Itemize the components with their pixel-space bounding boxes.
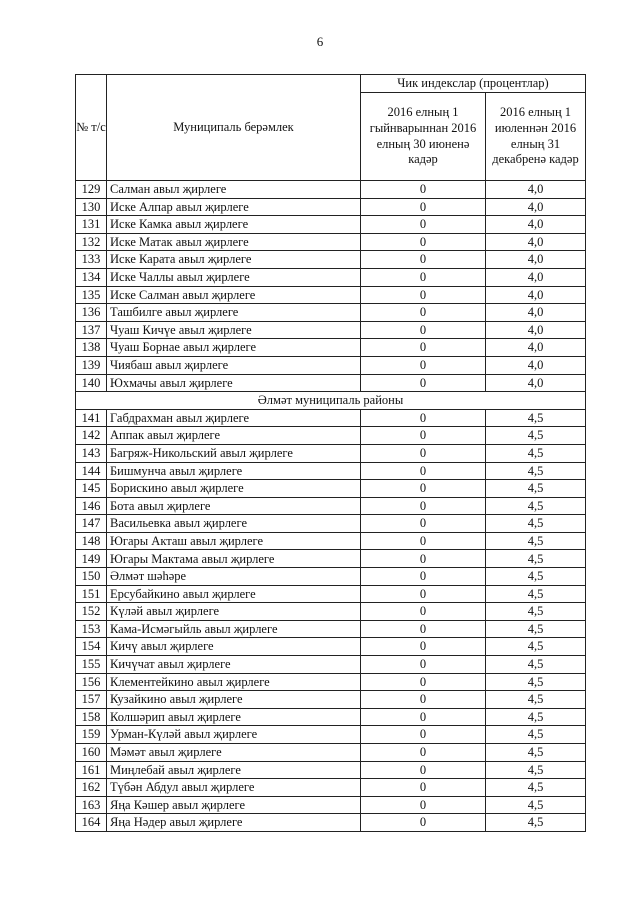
index-first-half: 0 xyxy=(361,673,486,691)
table-row xyxy=(76,568,586,586)
index-first-half: 0 xyxy=(361,339,486,357)
row-number: 145 xyxy=(76,480,107,498)
header-boundary-indices: Чик индекслар (процентлар) xyxy=(361,75,586,93)
municipality-name: Аппак авыл җирлеге xyxy=(107,427,361,445)
municipality-name: Борискино авыл җирлеге xyxy=(107,480,361,498)
index-first-half: 0 xyxy=(361,638,486,656)
row-number: 147 xyxy=(76,515,107,533)
index-first-half: 0 xyxy=(361,427,486,445)
index-first-half: 0 xyxy=(361,744,486,762)
index-second-half: 4,0 xyxy=(486,216,586,234)
municipality-name: Миңлебай авыл җирлеге xyxy=(107,761,361,779)
index-second-half: 4,5 xyxy=(486,726,586,744)
table-row xyxy=(76,409,586,427)
index-second-half: 4,0 xyxy=(486,181,586,199)
municipality-name: Әлмәт шәһәре xyxy=(107,568,361,586)
municipality-name: Иске Камка авыл җирлеге xyxy=(107,216,361,234)
index-first-half: 0 xyxy=(361,304,486,322)
index-first-half: 0 xyxy=(361,356,486,374)
table-row xyxy=(76,691,586,709)
index-first-half: 0 xyxy=(361,409,486,427)
row-number: 148 xyxy=(76,532,107,550)
municipality-name: Юхмачы авыл җирлеге xyxy=(107,374,361,392)
table-row xyxy=(76,708,586,726)
index-second-half: 4,5 xyxy=(486,462,586,480)
table-row xyxy=(76,198,586,216)
index-second-half: 4,0 xyxy=(486,286,586,304)
municipality-name: Клементейкино авыл җирлеге xyxy=(107,673,361,691)
row-number: 151 xyxy=(76,585,107,603)
table-row xyxy=(76,181,586,199)
row-number: 157 xyxy=(76,691,107,709)
table-row xyxy=(76,462,586,480)
municipality-name: Ерсубайкино авыл җирлеге xyxy=(107,585,361,603)
table-body-part-1 xyxy=(76,181,586,392)
row-number: 133 xyxy=(76,251,107,269)
table-row xyxy=(76,673,586,691)
index-first-half: 0 xyxy=(361,620,486,638)
table-row xyxy=(76,427,586,445)
municipality-name: Чуаш Борнае авыл җирлеге xyxy=(107,339,361,357)
index-second-half: 4,5 xyxy=(486,796,586,814)
row-number: 137 xyxy=(76,321,107,339)
index-second-half: 4,5 xyxy=(486,638,586,656)
municipality-name: Иске Чаллы авыл җирлеге xyxy=(107,268,361,286)
municipality-name: Васильевка авыл җирлеге xyxy=(107,515,361,533)
table-row xyxy=(76,603,586,621)
index-first-half: 0 xyxy=(361,462,486,480)
index-first-half: 0 xyxy=(361,480,486,498)
table-row xyxy=(76,532,586,550)
municipality-name: Чуаш Кичүе авыл җирлеге xyxy=(107,321,361,339)
table-header xyxy=(76,75,586,181)
row-number: 129 xyxy=(76,181,107,199)
index-second-half: 4,5 xyxy=(486,409,586,427)
table-row xyxy=(76,796,586,814)
table-row xyxy=(76,515,586,533)
table-row xyxy=(76,268,586,286)
table-row xyxy=(76,814,586,832)
index-first-half: 0 xyxy=(361,691,486,709)
municipality-name: Түбән Абдул авыл җирлеге xyxy=(107,779,361,797)
index-first-half: 0 xyxy=(361,761,486,779)
table-row xyxy=(76,374,586,392)
municipality-name: Колшәрип авыл җирлеге xyxy=(107,708,361,726)
index-second-half: 4,5 xyxy=(486,761,586,779)
header-row-number: № т/с xyxy=(76,75,107,181)
index-second-half: 4,0 xyxy=(486,233,586,251)
index-first-half: 0 xyxy=(361,321,486,339)
table-row xyxy=(76,339,586,357)
index-first-half: 0 xyxy=(361,726,486,744)
row-number: 144 xyxy=(76,462,107,480)
index-second-half: 4,5 xyxy=(486,620,586,638)
row-number: 141 xyxy=(76,409,107,427)
municipality-name: Кичү авыл җирлеге xyxy=(107,638,361,656)
municipality-name: Чиябаш авыл җирлеге xyxy=(107,356,361,374)
municipality-name: Кичүчат авыл җирлеге xyxy=(107,656,361,674)
index-first-half: 0 xyxy=(361,181,486,199)
index-first-half: 0 xyxy=(361,374,486,392)
row-number: 154 xyxy=(76,638,107,656)
index-first-half: 0 xyxy=(361,568,486,586)
index-first-half: 0 xyxy=(361,550,486,568)
row-number: 159 xyxy=(76,726,107,744)
row-number: 130 xyxy=(76,198,107,216)
table-row xyxy=(76,480,586,498)
municipality-name: Иске Салман авыл җирлеге xyxy=(107,286,361,304)
row-number: 146 xyxy=(76,497,107,515)
row-number: 134 xyxy=(76,268,107,286)
table-row xyxy=(76,286,586,304)
municipality-name: Иске Алпар авыл җирлеге xyxy=(107,198,361,216)
municipality-name: Иске Матак авыл җирлеге xyxy=(107,233,361,251)
index-first-half: 0 xyxy=(361,708,486,726)
index-first-half: 0 xyxy=(361,779,486,797)
table-row xyxy=(76,216,586,234)
municipality-name: Бота авыл җирлеге xyxy=(107,497,361,515)
index-second-half: 4,5 xyxy=(486,585,586,603)
table-row xyxy=(76,233,586,251)
row-number: 161 xyxy=(76,761,107,779)
municipality-name: Габдрахман авыл җирлеге xyxy=(107,409,361,427)
index-second-half: 4,5 xyxy=(486,656,586,674)
row-number: 152 xyxy=(76,603,107,621)
municipality-name: Югары Акташ авыл җирлеге xyxy=(107,532,361,550)
row-number: 164 xyxy=(76,814,107,832)
row-number: 139 xyxy=(76,356,107,374)
index-first-half: 0 xyxy=(361,532,486,550)
index-second-half: 4,5 xyxy=(486,568,586,586)
table-row xyxy=(76,356,586,374)
index-second-half: 4,5 xyxy=(486,779,586,797)
municipality-name: Урман-Күләй авыл җирлеге xyxy=(107,726,361,744)
section-title: Әлмәт муниципаль районы xyxy=(76,392,586,410)
municipality-name: Мәмәт авыл җирлеге xyxy=(107,744,361,762)
table-row xyxy=(76,620,586,638)
index-second-half: 4,5 xyxy=(486,708,586,726)
row-number: 156 xyxy=(76,673,107,691)
index-first-half: 0 xyxy=(361,251,486,269)
municipality-name: Югары Мактама авыл җирлеге xyxy=(107,550,361,568)
table-row xyxy=(76,779,586,797)
table-row xyxy=(76,726,586,744)
index-second-half: 4,5 xyxy=(486,532,586,550)
index-second-half: 4,5 xyxy=(486,427,586,445)
municipality-name: Яңа Кәшер авыл җирлеге xyxy=(107,796,361,814)
index-second-half: 4,0 xyxy=(486,251,586,269)
index-first-half: 0 xyxy=(361,585,486,603)
header-municipality: Муниципаль берәмлек xyxy=(107,75,361,181)
index-first-half: 0 xyxy=(361,515,486,533)
section-row xyxy=(76,392,586,410)
table-row xyxy=(76,638,586,656)
table-row xyxy=(76,656,586,674)
row-number: 160 xyxy=(76,744,107,762)
index-second-half: 4,5 xyxy=(486,515,586,533)
index-second-half: 4,5 xyxy=(486,673,586,691)
municipality-name: Бишмунча авыл җирлеге xyxy=(107,462,361,480)
table-body-part-2 xyxy=(76,409,586,831)
row-number: 140 xyxy=(76,374,107,392)
index-second-half: 4,5 xyxy=(486,814,586,832)
table-row xyxy=(76,321,586,339)
index-first-half: 0 xyxy=(361,286,486,304)
municipality-name: Кама-Исмәгыйль авыл җирлеге xyxy=(107,620,361,638)
row-number: 132 xyxy=(76,233,107,251)
index-second-half: 4,5 xyxy=(486,550,586,568)
index-second-half: 4,0 xyxy=(486,198,586,216)
index-first-half: 0 xyxy=(361,444,486,462)
section-header-group xyxy=(76,392,586,410)
table-row xyxy=(76,497,586,515)
index-first-half: 0 xyxy=(361,233,486,251)
index-first-half: 0 xyxy=(361,603,486,621)
row-number: 158 xyxy=(76,708,107,726)
header-first-half-2016: 2016 елның 1 гыйнварыннан 2016 елның 30 июненә кадәр xyxy=(361,93,486,181)
row-number: 131 xyxy=(76,216,107,234)
index-second-half: 4,5 xyxy=(486,603,586,621)
row-number: 135 xyxy=(76,286,107,304)
index-first-half: 0 xyxy=(361,814,486,832)
page-number: 6 xyxy=(316,34,324,49)
table-row xyxy=(76,761,586,779)
index-second-half: 4,0 xyxy=(486,356,586,374)
row-number: 163 xyxy=(76,796,107,814)
row-number: 142 xyxy=(76,427,107,445)
header-second-half-2016: 2016 елның 1 июленнән 2016 елның 31 декабренә кадәр xyxy=(486,93,586,181)
municipality-name: Күләй авыл җирлеге xyxy=(107,603,361,621)
table-row xyxy=(76,585,586,603)
index-first-half: 0 xyxy=(361,268,486,286)
table-row xyxy=(76,550,586,568)
index-first-half: 0 xyxy=(361,497,486,515)
index-second-half: 4,0 xyxy=(486,304,586,322)
row-number: 162 xyxy=(76,779,107,797)
row-number: 153 xyxy=(76,620,107,638)
index-first-half: 0 xyxy=(361,656,486,674)
index-second-half: 4,0 xyxy=(486,374,586,392)
index-second-half: 4,5 xyxy=(486,497,586,515)
boundary-index-table xyxy=(75,74,586,832)
index-second-half: 4,5 xyxy=(486,444,586,462)
row-number: 149 xyxy=(76,550,107,568)
index-second-half: 4,5 xyxy=(486,480,586,498)
index-second-half: 4,0 xyxy=(486,339,586,357)
row-number: 143 xyxy=(76,444,107,462)
index-first-half: 0 xyxy=(361,198,486,216)
index-first-half: 0 xyxy=(361,216,486,234)
municipality-name: Кузайкино авыл җирлеге xyxy=(107,691,361,709)
row-number: 155 xyxy=(76,656,107,674)
index-second-half: 4,5 xyxy=(486,744,586,762)
index-first-half: 0 xyxy=(361,796,486,814)
municipality-name: Яңа Нәдер авыл җирлеге xyxy=(107,814,361,832)
row-number: 150 xyxy=(76,568,107,586)
municipality-name: Ташбилге авыл җирлеге xyxy=(107,304,361,322)
index-second-half: 4,0 xyxy=(486,268,586,286)
municipality-name: Иске Карата авыл җирлеге xyxy=(107,251,361,269)
row-number: 138 xyxy=(76,339,107,357)
index-second-half: 4,5 xyxy=(486,691,586,709)
table-row xyxy=(76,444,586,462)
table-row xyxy=(76,744,586,762)
municipality-name: Салман авыл җирлеге xyxy=(107,181,361,199)
index-second-half: 4,0 xyxy=(486,321,586,339)
municipality-name: Багряж-Никольский авыл җирлеге xyxy=(107,444,361,462)
table-row xyxy=(76,251,586,269)
row-number: 136 xyxy=(76,304,107,322)
table-row xyxy=(76,304,586,322)
